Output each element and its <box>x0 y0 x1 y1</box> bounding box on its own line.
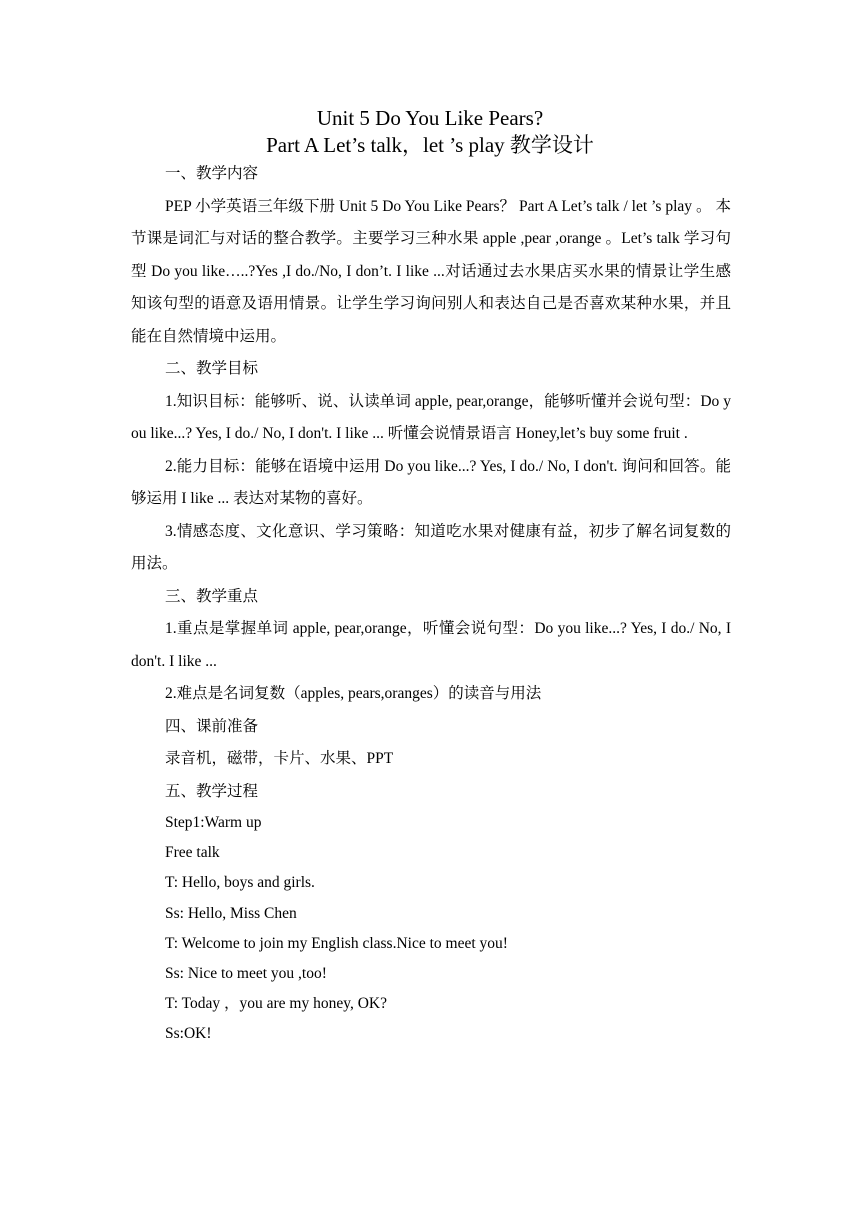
dialogue-line: T: Hello, boys and girls. <box>165 874 315 892</box>
key-point-difficult: 2.难点是名词复数（apples, pears,oranges）的读音与用法 <box>165 685 542 702</box>
section-heading-content: 一、教学内容 <box>165 165 259 182</box>
dialogue-line: T: Welcome to join my English class.Nice to meet you! <box>165 934 508 952</box>
dialogue-line: Ss: Hello, Miss Chen <box>165 904 297 922</box>
dialogue-line: Ss:OK! <box>165 1025 212 1043</box>
section-heading-preparation: 四、课前准备 <box>165 717 259 735</box>
section-heading-objectives: 二、教学目标 <box>165 360 259 377</box>
key-point-main: 1.重点是掌握单词 apple, pear,orange，听懂会说句型：Do you like...? Yes, I do./ No, I don't. I like ... <box>131 620 731 670</box>
activity-label: Free talk <box>165 844 220 862</box>
preparation-materials: 录音机，磁带，卡片、水果、PPT <box>165 750 394 767</box>
step-heading: Step1:Warm up <box>165 814 262 831</box>
objective-knowledge: 1.知识目标：能够听、说、认读单词 apple, pear,orange，能够听懂并会说句型：Do you like...? Yes, I do./ No, I don't. I like ... 听懂会说情景语言 Honey,let’s buy some fruit . <box>131 392 731 442</box>
document-subtitle: Part A Let’s talk，let ’s play 教学设计 <box>266 133 594 157</box>
objective-attitude: 3.情感态度、文化意识、学习策略：知道吃水果对健康有益，初步了解名词复数的用法。 <box>131 522 731 572</box>
section-heading-process: 五、教学过程 <box>165 782 259 800</box>
document-title: Unit 5 Do You Like Pears? <box>316 106 544 130</box>
content-paragraph: PEP 小学英语三年级下册 Unit 5 Do You Like Pears？ Part A Let’s talk / let ’s play 。 本节课是词汇与对话的整合教学。主要学习三种水果 apple ,pear ,orange 。Let’s talk 学习句型 Do you like…..?Yes ,I do./No, I don’t. I like ...对话通过去水果店买水果的情景让学生感知该句型的语意及语用情景。让学生学习询问别人和表达自己是否喜欢某种水果，并且能在自然情境中运用。 <box>131 197 731 345</box>
dialogue-line: Ss: Nice to meet you ,too! <box>165 965 327 983</box>
dialogue-line: T: Today ，you are my honey, OK? <box>165 995 387 1013</box>
section-heading-key-points: 三、教学重点 <box>165 587 259 605</box>
objective-ability: 2.能力目标：能够在语境中运用 Do you like...? Yes, I do./ No, I don't. 询问和回答。能够运用 I like ... 表达对某物的喜好。 <box>131 457 731 507</box>
document-body <box>131 158 731 1050</box>
